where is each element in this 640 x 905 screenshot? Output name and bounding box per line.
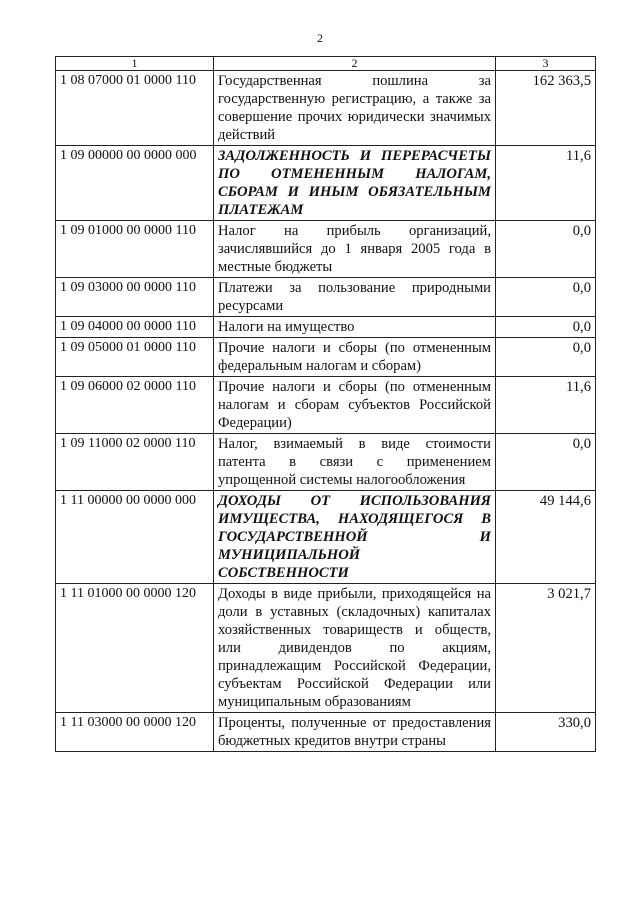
row-name: Налоги на имущество [214,317,496,338]
row-code: 1 11 01000 00 0000 120 [56,584,214,713]
row-value: 330,0 [496,713,596,752]
row-name: Налог на прибыль организаций, зачислявшийся до 1 января 2005 года в местные бюджеты [214,221,496,278]
row-value: 0,0 [496,434,596,491]
row-code: 1 09 00000 00 0000 000 [56,146,214,221]
row-value: 0,0 [496,338,596,377]
row-name: ДОХОДЫ ОТ ИСПОЛЬЗОВАНИЯ ИМУЩЕСТВА, НАХОДЯЩЕГОСЯ В ГОСУДАРСТВЕННОЙ И МУНИЦИПАЛЬНОЙ СОБСТВЕННОСТИ [214,491,496,584]
table-row [56,317,596,338]
row-name: Прочие налоги и сборы (по отмененным федеральным налогам и сборам) [214,338,496,377]
table-row [56,377,596,434]
row-value: 3 021,7 [496,584,596,713]
row-code: 1 11 00000 00 0000 000 [56,491,214,584]
table-row [56,71,596,146]
table-row [56,491,596,584]
row-name: Прочие налоги и сборы (по отмененным налогам и сборам субъектов Российской Федерации) [214,377,496,434]
row-name: Платежи за пользование природными ресурсами [214,278,496,317]
row-code: 1 09 06000 02 0000 110 [56,377,214,434]
row-name: Проценты, полученные от предоставления бюджетных кредитов внутри страны [214,713,496,752]
table-row [56,146,596,221]
row-name: Доходы в виде прибыли, приходящейся на доли в уставных (складочных) капиталах хозяйственных товариществ и обществ, или дивидендов по акциям, принадлежащим Российской Федерации, субъектам Российской Федерации или муниципальным образованиям [214,584,496,713]
table-row [56,713,596,752]
row-value: 0,0 [496,278,596,317]
row-value: 11,6 [496,146,596,221]
row-code: 1 11 03000 00 0000 120 [56,713,214,752]
row-name: ЗАДОЛЖЕННОСТЬ И ПЕРЕРАСЧЕТЫ ПО ОТМЕНЕННЫМ НАЛОГАМ, СБОРАМ И ИНЫМ ОБЯЗАТЕЛЬНЫМ ПЛАТЕЖАМ [214,146,496,221]
row-code: 1 09 11000 02 0000 110 [56,434,214,491]
row-value: 162 363,5 [496,71,596,146]
budget-revenue-table [55,56,596,752]
table-row [56,338,596,377]
row-code: 1 09 05000 01 0000 110 [56,338,214,377]
table-row [56,278,596,317]
column-header-code: 1 [56,57,214,71]
row-code: 1 08 07000 01 0000 110 [56,71,214,146]
row-value: 49 144,6 [496,491,596,584]
row-code: 1 09 04000 00 0000 110 [56,317,214,338]
row-code: 1 09 01000 00 0000 110 [56,221,214,278]
table-header-row [56,57,596,71]
row-value: 11,6 [496,377,596,434]
table-row [56,221,596,278]
row-name: Государственная пошлина за государственную регистрацию, а также за совершение прочих юридически значимых действий [214,71,496,146]
column-header-name: 2 [214,57,496,71]
row-value: 0,0 [496,221,596,278]
table-row [56,584,596,713]
row-name: Налог, взимаемый в виде стоимости патента в связи с применением упрощенной системы налогообложения [214,434,496,491]
column-header-value: 3 [496,57,596,71]
row-value: 0,0 [496,317,596,338]
page-number: 2 [317,31,323,45]
row-code: 1 09 03000 00 0000 110 [56,278,214,317]
table-row [56,434,596,491]
